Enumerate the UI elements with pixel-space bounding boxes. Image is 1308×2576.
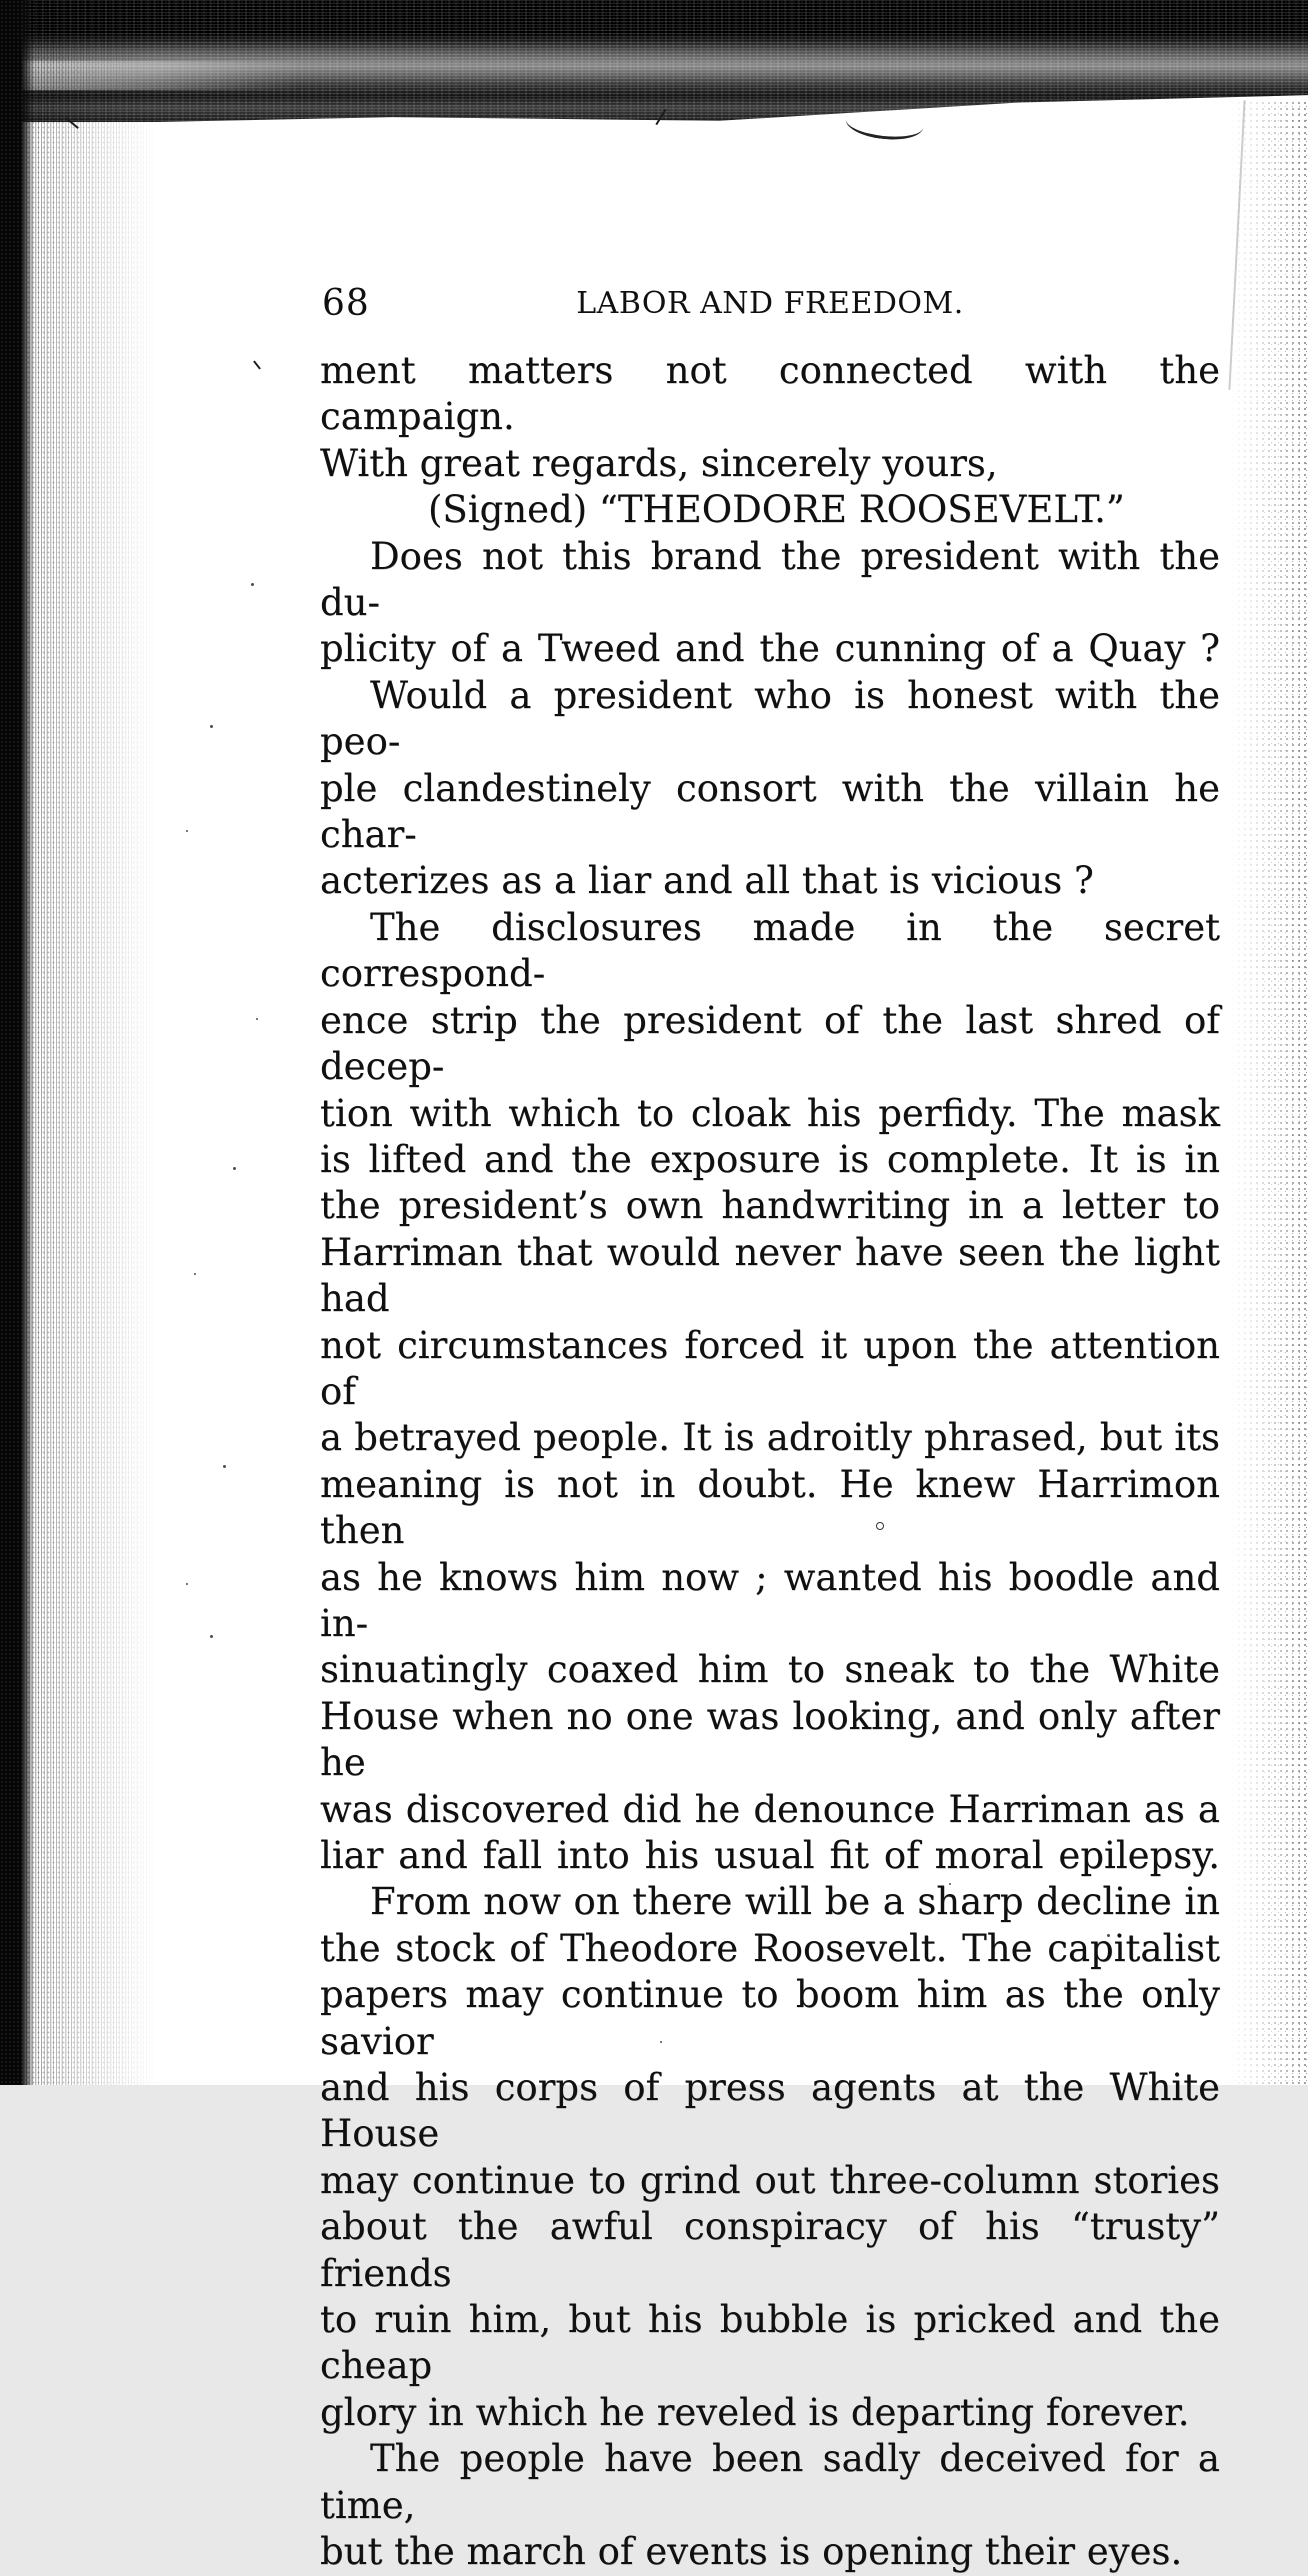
page-number: 68 (322, 283, 370, 324)
scan-speck (194, 1273, 196, 1275)
scan-speck (210, 725, 213, 728)
scan-speck (256, 1018, 258, 1020)
scan-artifact-top-band (0, 0, 1308, 122)
body-text-line: a betrayed people. It is adroitly phrased, but its (320, 1416, 1220, 1460)
scan-artifact-mark (253, 360, 261, 369)
body-text-line: meaning is not in doubt. He knew Harrimon then (320, 1462, 1220, 1553)
scan-artifact-right-speckles (1230, 100, 1308, 2085)
body-text-line: glory in which he reveled is departing forever. (320, 2390, 1190, 2434)
body-text-line: From now on there will be a sharp decline in (370, 1880, 1220, 1924)
body-text-line: The disclosures made in the secret correspond- (320, 905, 1220, 996)
body-text-line: House when no one was looking, and only after he (320, 1694, 1220, 1785)
body-text-line: and his corps of press agents at the White House (320, 2066, 1220, 2156)
body-text-line: but the march of events is opening their eyes. (320, 2530, 1183, 2574)
page-header (320, 282, 1220, 330)
body-text-line: not circumstances forced it upon the attention of (320, 1323, 1220, 1413)
body-text-line: the president’s own handwriting in a letter to (320, 1184, 1220, 1228)
body-text-line: plicity of a Tweed and the cunning of a Quay ? (320, 627, 1220, 671)
body-text-line: Would a president who is honest with the peo- (320, 673, 1220, 764)
body-text-line: as he knows him now ; wanted his boodle and in- (320, 1555, 1220, 1645)
body-text-line: With great regards, sincerely yours, (320, 441, 998, 485)
body-text-line: about the awful conspiracy of his “trusty” friends (320, 2205, 1220, 2295)
body-text-line: ment matters not connected with the campaign. (320, 349, 1220, 439)
body-text-line: acterizes as a liar and all that is vicious ? (320, 859, 1094, 903)
scan-artifact-mark (844, 116, 924, 143)
body-text-line: the stock of Theodore Roosevelt. The capitalist (320, 1926, 1220, 1970)
body-text-line: to ruin him, but his bubble is pricked and the cheap (320, 2298, 1220, 2388)
scan-speck (186, 830, 188, 832)
scan-speck (210, 1635, 213, 1638)
scan-speck (223, 1465, 226, 1468)
scan-artifact-left-streaks (26, 0, 156, 2085)
body-text-line: ple clandestinely consort with the villain he char- (320, 766, 1220, 857)
body-text-line: tion with which to cloak his perfidy. The mask (320, 1091, 1220, 1135)
body-text-line: Harriman that would never have seen the light had (320, 1230, 1220, 1321)
scan-speck (233, 1167, 236, 1170)
body-text-line: (Signed) “THEODORE ROOSEVELT.” (428, 488, 1125, 532)
body-text-line: was discovered did he denounce Harriman as a (320, 1787, 1220, 1831)
body-text-line: ence strip the president of the last shred of decep- (320, 998, 1220, 1089)
body-text-line: may continue to grind out three-column stories (320, 2158, 1220, 2202)
body-text-line: liar and fall into his usual fit of moral epilepsy. (320, 1834, 1220, 1877)
body-text-line: Does not this brand the president with the du- (320, 534, 1220, 625)
body-text-line: papers may continue to boom him as the only savior (320, 1973, 1220, 2063)
body-text-line: The people have been sadly deceived for a time, (320, 2437, 1220, 2527)
running-title: LABOR AND FREEDOM. (576, 286, 964, 321)
page-body (320, 348, 1220, 2576)
body-text-line: is lifted and the exposure is complete. It is in (320, 1137, 1220, 1181)
scan-speck (251, 583, 254, 586)
scan-speck (186, 1583, 188, 1585)
body-text-line: sinuatingly coaxed him to sneak to the White (320, 1648, 1220, 1692)
